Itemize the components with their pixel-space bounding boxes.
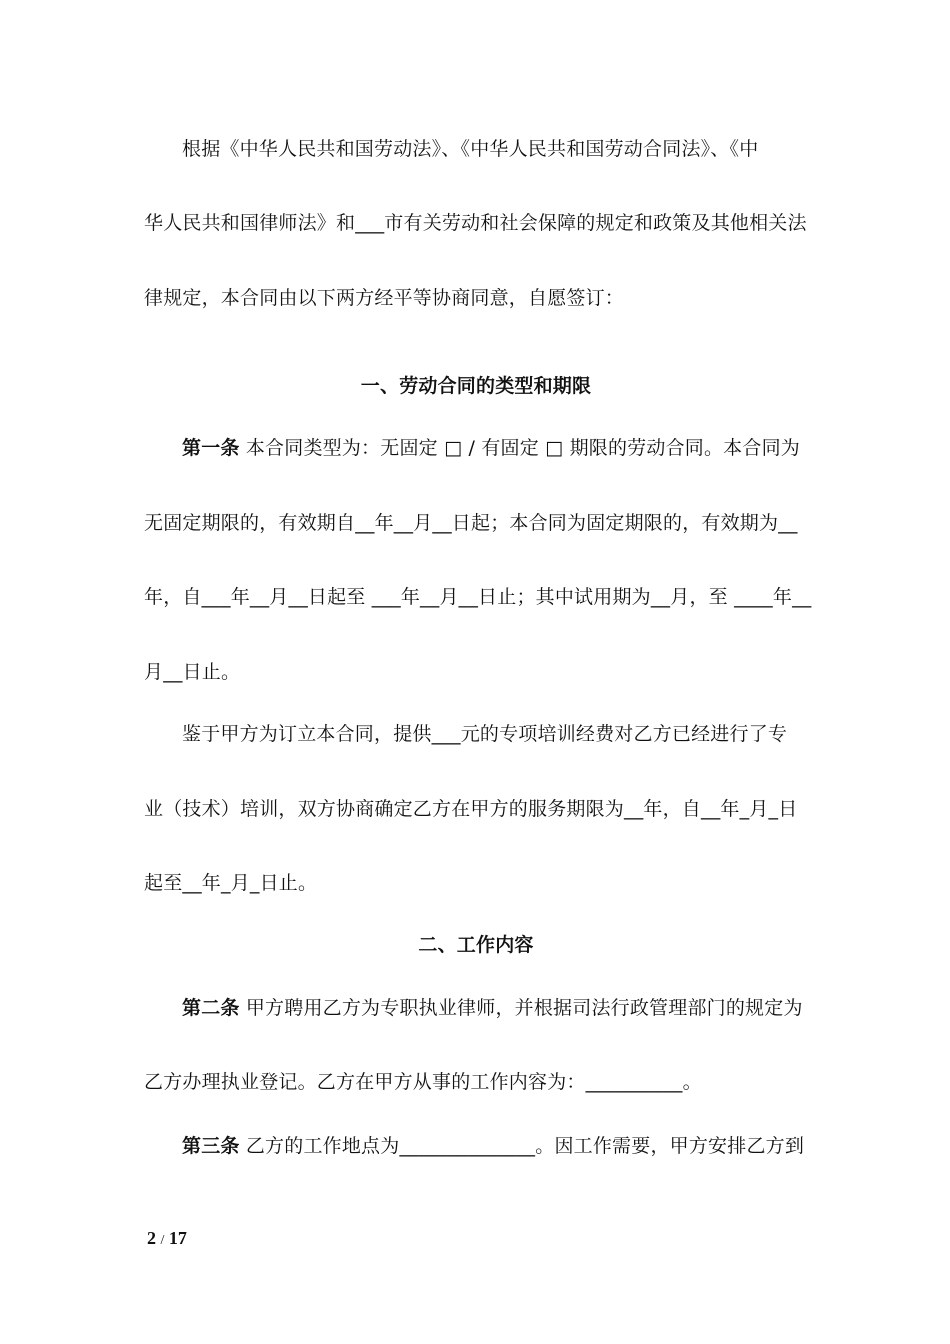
training-line-2: 业（技术）培训，双方协商确定乙方在甲方的服务期限为__年，自__年_月_日 [144,798,798,820]
article-1-line-4: 月__日止。 [144,661,241,683]
training-line-1: 鉴于甲方为订立本合同，提供___元的专项培训经费对乙方已经进行了专 [182,723,788,745]
article-3-label: 第三条 [182,1135,240,1157]
article-1-text: 本合同类型为：无固定 □ / 有固定 □ 期限的劳动合同。本合同为 [245,437,800,459]
article-1-label: 第一条 [182,437,240,459]
intro-line-3: 律规定，本合同由以下两方经平等协商同意，自愿签订： [144,287,625,309]
article-1-line-2: 无固定期限的，有效期自__年__月__日起；本合同为固定期限的，有效期为__ [144,512,798,534]
article-2-line-2: 乙方办理执业登记。乙方在甲方从事的工作内容为：__________。 [144,1071,702,1093]
section-heading-2: 二、工作内容 [418,934,534,956]
article-3-line-1 [182,1133,808,1159]
page-separator: / [160,1233,165,1248]
total-pages: 17 [168,1228,187,1248]
section-heading-1: 一、劳动合同的类型和期限 [360,375,592,397]
intro-line-2: 华人民共和国律师法》和___市有关劳动和社会保障的规定和政策及其他相关法 [144,212,807,234]
training-line-3: 起至__年_月_日止。 [144,872,318,894]
article-1-line-3: 年，自___年__月__日起至 ___年__月__日止；其中试用期为__月，至 ____年__ [144,586,812,608]
page-number [147,1226,187,1253]
intro-line-1: 根据《中华人民共和国劳动法》、《中华人民共和国劳动合同法》、《中 [182,138,759,160]
article-2-line-1 [182,995,808,1021]
current-page: 2 [147,1228,156,1248]
article-3-text: 乙方的工作地点为______________。因工作需要，甲方安排乙方到 [245,1135,805,1157]
article-2-text: 甲方聘用乙方为专职执业律师，并根据司法行政管理部门的规定为 [245,997,803,1019]
article-2-label: 第二条 [182,997,240,1019]
article-1-line-1 [182,435,808,461]
